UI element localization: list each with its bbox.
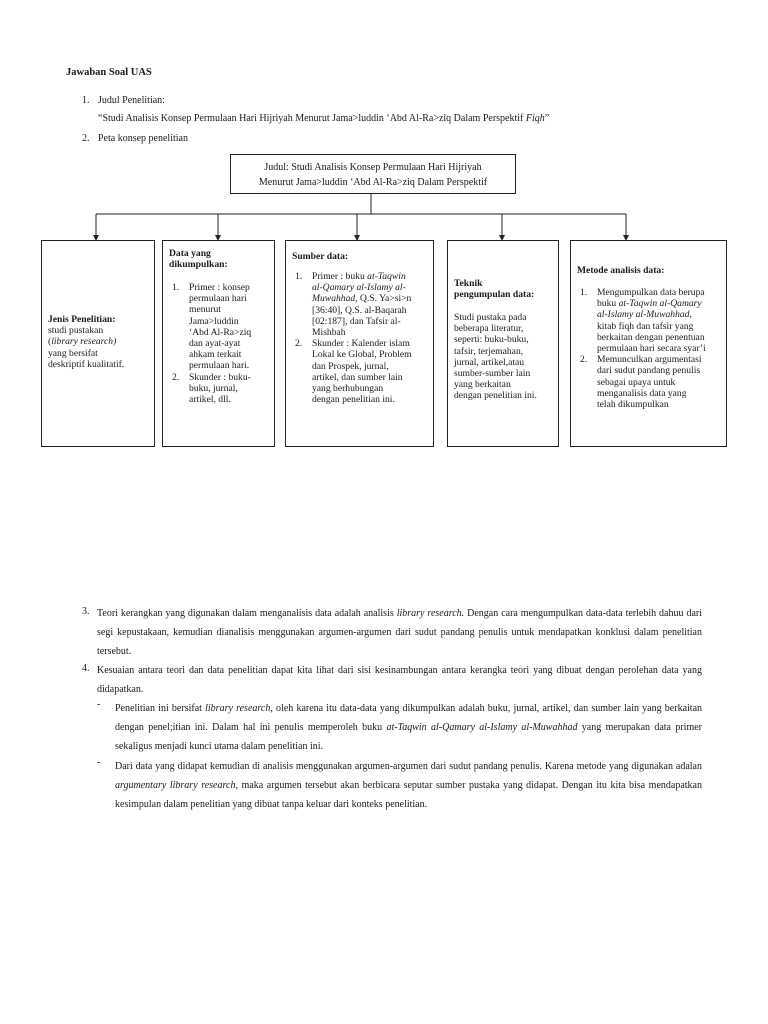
- map-title-line-2: Menurut Jama>luddin ‘Abd Al-Ra>ziq Dalam Perspektif: [258, 177, 488, 188]
- document-heading: Jawaban Soal UAS: [66, 67, 152, 78]
- map-title-box: [230, 154, 516, 194]
- sumber-item-primer: 1. Primer : buku at-Taqwin al-Qamary al-Islamy al- Muwahhad, Q.S. Ya>si>n [36:40], Q.S. al-Baqarah [02:187], dan Tafsir al- Mishbah: [295, 271, 412, 339]
- data-item-skunder: 2. Skunder : buku- buku, jurnal, artikel, dll.: [172, 371, 251, 406]
- map-box-jenis-penelitian: [41, 240, 155, 447]
- teknik-title-1: Teknik: [454, 278, 483, 289]
- jenis-line-4: deskriptif kualitatif.: [48, 358, 125, 370]
- item-2-label: Peta konsep penelitian: [98, 133, 188, 144]
- map-box-teknik-pengumpulan: [447, 240, 559, 447]
- teknik-title-2: pengumpulan data:: [454, 289, 535, 301]
- jenis-line-1: studi pustakan: [48, 325, 104, 337]
- data-list: [172, 282, 274, 405]
- data-title-2: dikumpulkan:: [169, 259, 228, 271]
- item-4-subpoint-2: Dari data yang didapat kemudian di analisis menggunakan argumen-argumen dari sudut pandang penulis. Karena metode yang digunakan adalan argumentary library research, maka argumen tersebut akan berbicara seputar sumber pustaka yang didapat. Dengan itu kita bisa mendapatkan kesimpulan dalam penelitian yang dibuat tanpa keluar dari konteks penelitian.: [115, 761, 702, 810]
- data-item-primer: 1. Primer : konsep permulaan hari menurut Jama>luddin ‘Abd Al-Ra>ziq dan ayat-ayat ahkam terkait permulaan hari.: [172, 282, 252, 372]
- item-4-paragraph: Kesuaian antara teori dan data penelitian dapat kita lihat dari sisi kesinambungan antara kerangka teori yang dibuat dengan perolehan data yang didapatkan.: [97, 665, 702, 695]
- jenis-line-3: yang bersifat: [48, 347, 98, 359]
- metode-title: Metode analisis data:: [577, 265, 665, 276]
- item-1-number: 1.: [82, 95, 90, 106]
- item-4-dash-2: -: [97, 757, 101, 768]
- item-1-title: “Studi Analisis Konsep Permulaan Hari Hijriyah Menurut Jama>luddin ‘Abd Al-Ra>ziq Dalam Perspektif Fiqh”: [98, 113, 550, 124]
- item-4-number: 4.: [82, 663, 90, 674]
- item-2-number: 2.: [82, 133, 90, 144]
- map-box-metode-analisis: [570, 240, 727, 447]
- item-4-dash-1: -: [97, 699, 101, 710]
- sumber-title: Sumber data:: [292, 251, 349, 262]
- item-3-paragraph: Teori kerangkan yang digunakan dalam menganalisis data adalah analisis library research. Dengan cara mengumpulkan data-data terlebih dahuu dari segi kepustakaan, kemudian dianalisis menggunakan argumen-argumen dari sudut pandang penulis untuk mendapatkan konklusi dalam penelitian tersebut.: [97, 608, 703, 657]
- metode-item-2: 2. Memunculkan argumentasi dari sudut pandang penulis sebagai upaya untuk menganalisis data yang telah dikumpulkan: [580, 354, 702, 411]
- metode-item-1: 1. Mengumpulkan data berupa buku at-Taqwin al-Qamary al-Islamy al-Muwahhad, kitab fiqh dan tafsir yang berkaitan dengan penentuan permulaan hari secara syar’i: [580, 287, 706, 355]
- sumber-list: [295, 271, 431, 405]
- jenis-line-2: (library research): [48, 336, 117, 348]
- sumber-item-skunder: 2. Skunder : Kalender islam Lokal ke Global, Problem dan Prospek, jurnal, artikel, dan sumber lain yang berhubungan dengan penelitian ini.: [295, 338, 412, 406]
- item-3-number: 3.: [82, 606, 90, 617]
- item-4-subpoint-1: Penelitian ini bersifat library research, oleh karena itu data-data yang dikumpulkan adalah buku, jurnal, artikel, dan sumber lain yang berkaitan dengan penel;itian ini. Dalam hal ini penulis memperoleh buku at-Taqwin al-Qamary al-Islamy al-Muwahhad yang merupakan data primer sekaligus menjadi kunci utama dalam penelitian ini.: [115, 703, 703, 752]
- map-box-data-dikumpulkan: [162, 240, 275, 447]
- metode-list: [580, 287, 725, 410]
- data-title-1: Data yang: [169, 248, 211, 259]
- teknik-body: Studi pustaka pada beberapa literatur, seperti: buku-buku, tafsir, terjemahan, jurnal, artikel,atau sumber-sumber lain yang berkaitan dengan penelitian ini.: [454, 312, 537, 402]
- item-1-label: Judul Penelitian:: [98, 95, 165, 106]
- map-title-line-1: Judul: Studi Analisis Konsep Permulaan Hari Hijriyah: [264, 162, 482, 173]
- map-box-sumber-data: [285, 240, 434, 447]
- jenis-title: Jenis Penelitian:: [48, 314, 116, 325]
